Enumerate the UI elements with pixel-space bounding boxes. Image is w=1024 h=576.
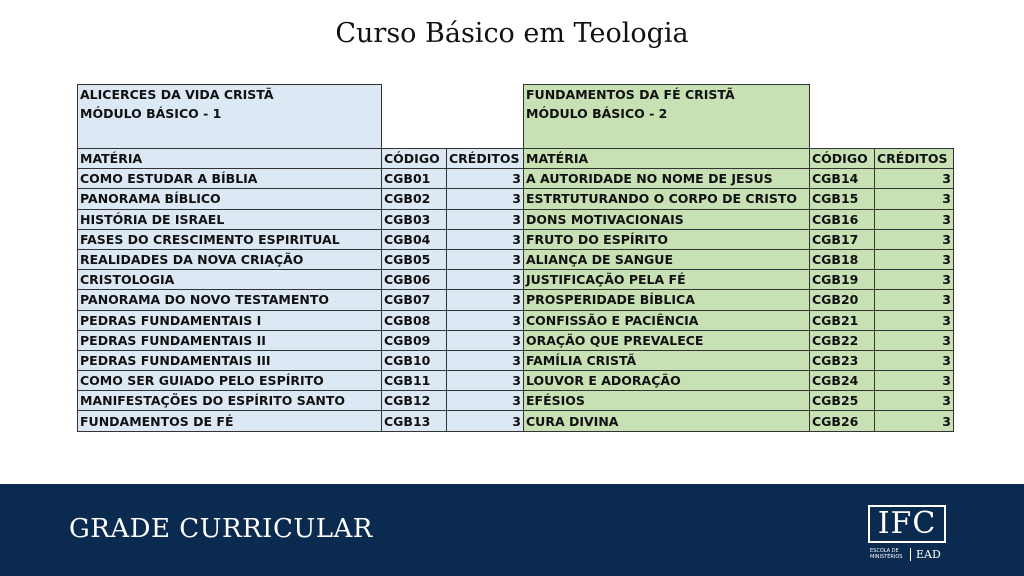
module1-code-cell: CGB13 [382, 411, 447, 431]
module2-code-cell: CGB22 [810, 330, 875, 350]
module1-code-cell: CGB10 [382, 350, 447, 370]
module1-subject-cell: COMO ESTUDAR A BÍBLIA [78, 169, 382, 189]
module1-subject-cell: HISTÓRIA DE ISRAEL [78, 209, 382, 229]
table-row [78, 249, 954, 269]
curriculum-table [77, 84, 954, 432]
column-headers-row [78, 149, 954, 169]
module1-subject-cell: PEDRAS FUNDAMENTAIS II [78, 330, 382, 350]
ifc-logo [868, 505, 950, 565]
module2-code-cell: CGB25 [810, 391, 875, 411]
table-row [78, 310, 954, 330]
module1-credits-cell: 3 [447, 371, 524, 391]
logo-main: IFC [868, 505, 946, 543]
table-row [78, 189, 954, 209]
module2-credits-cell: 3 [875, 330, 954, 350]
footer-banner [0, 484, 1024, 576]
module2-subject-cell: A AUTORIDADE NO NOME DE JESUS [524, 169, 810, 189]
module1-code-cell: CGB09 [382, 330, 447, 350]
module2-code-cell: CGB23 [810, 350, 875, 370]
module2-subject-cell: ESTRTUTURANDO O CORPO DE CRISTO [524, 189, 810, 209]
table-row [78, 229, 954, 249]
module2-credits-cell: 3 [875, 310, 954, 330]
table-row [78, 411, 954, 431]
module2-credits-cell: 3 [875, 270, 954, 290]
module1-subject-cell: PEDRAS FUNDAMENTAIS I [78, 310, 382, 330]
module2-name: FUNDAMENTOS DA FÉ CRISTÃ [526, 87, 735, 102]
module1-subject-header: MATÉRIA [78, 149, 382, 169]
module2-subject-cell: LOUVOR E ADORAÇÃO [524, 371, 810, 391]
module2-code-cell: CGB16 [810, 209, 875, 229]
module1-name: ALICERCES DA VIDA CRISTÃ [80, 87, 274, 102]
module1-subject-cell: CRISTOLOGIA [78, 270, 382, 290]
module1-code-cell: CGB03 [382, 209, 447, 229]
module1-subject-cell: MANIFESTAÇÕES DO ESPÍRITO SANTO [78, 391, 382, 411]
module1-subject-cell: FASES DO CRESCIMENTO ESPIRITUAL [78, 229, 382, 249]
footer-title: GRADE CURRICULAR [69, 514, 373, 544]
logo-small-text: ESCOLA DE MINISTÉRIOS [870, 548, 903, 560]
module2-code-cell: CGB24 [810, 371, 875, 391]
module1-subject-cell: FUNDAMENTOS DE FÉ [78, 411, 382, 431]
module1-code-cell: CGB02 [382, 189, 447, 209]
module1-credits-header: CRÉDITOS [447, 149, 524, 169]
module1-credits-cell: 3 [447, 229, 524, 249]
module2-code-cell: CGB18 [810, 249, 875, 269]
module2-subject-header: MATÉRIA [524, 149, 810, 169]
module1-subject-cell: PANORAMA DO NOVO TESTAMENTO [78, 290, 382, 310]
page-title: Curso Básico em Teologia [335, 18, 689, 49]
module1-credits-cell: 3 [447, 411, 524, 431]
module1-subject-cell: PEDRAS FUNDAMENTAIS III [78, 350, 382, 370]
module2-subject-cell: DONS MOTIVACIONAIS [524, 209, 810, 229]
module2-level: MÓDULO BÁSICO - 2 [526, 106, 668, 121]
module1-code-cell: CGB11 [382, 371, 447, 391]
logo-subtitle [868, 547, 950, 563]
module1-header [78, 85, 382, 149]
module2-subject-cell: CURA DIVINA [524, 411, 810, 431]
module2-credits-cell: 3 [875, 249, 954, 269]
module2-credits-cell: 3 [875, 229, 954, 249]
module1-credits-cell: 3 [447, 350, 524, 370]
table-row [78, 391, 954, 411]
module1-credits-cell: 3 [447, 290, 524, 310]
module2-code-cell: CGB20 [810, 290, 875, 310]
module1-credits-cell: 3 [447, 270, 524, 290]
module1-code-cell: CGB04 [382, 229, 447, 249]
module1-credits-cell: 3 [447, 209, 524, 229]
logo-separator [910, 548, 911, 561]
module1-code-cell: CGB06 [382, 270, 447, 290]
table-row [78, 169, 954, 189]
module1-code-cell: CGB07 [382, 290, 447, 310]
module1-level: MÓDULO BÁSICO - 1 [80, 106, 222, 121]
module2-subject-cell: JUSTIFICAÇÃO PELA FÉ [524, 270, 810, 290]
table-row [78, 209, 954, 229]
module2-code-cell: CGB14 [810, 169, 875, 189]
module2-credits-cell: 3 [875, 290, 954, 310]
module1-credits-cell: 3 [447, 391, 524, 411]
module1-credits-cell: 3 [447, 169, 524, 189]
module1-subject-cell: PANORAMA BÍBLICO [78, 189, 382, 209]
module2-subject-cell: FRUTO DO ESPÍRITO [524, 229, 810, 249]
module1-code-header: CÓDIGO [382, 149, 447, 169]
module2-subject-cell: CONFISSÃO E PACIÊNCIA [524, 310, 810, 330]
table-row [78, 290, 954, 310]
module2-credits-cell: 3 [875, 209, 954, 229]
module1-subject-cell: REALIDADES DA NOVA CRIAÇÃO [78, 249, 382, 269]
module2-credits-header: CRÉDITOS [875, 149, 954, 169]
table-row [78, 350, 954, 370]
module1-code-cell: CGB01 [382, 169, 447, 189]
module2-code-cell: CGB19 [810, 270, 875, 290]
module1-code-cell: CGB05 [382, 249, 447, 269]
module2-code-cell: CGB17 [810, 229, 875, 249]
module2-subject-cell: ALIANÇA DE SANGUE [524, 249, 810, 269]
module2-credits-cell: 3 [875, 189, 954, 209]
module1-credits-cell: 3 [447, 189, 524, 209]
module2-subject-cell: PROSPERIDADE BÍBLICA [524, 290, 810, 310]
module1-subject-cell: COMO SER GUIADO PELO ESPÍRITO [78, 371, 382, 391]
table-row [78, 330, 954, 350]
module2-subject-cell: FAMÍLIA CRISTÃ [524, 350, 810, 370]
module1-credits-cell: 3 [447, 330, 524, 350]
module2-credits-cell: 3 [875, 169, 954, 189]
module2-code-cell: CGB26 [810, 411, 875, 431]
module2-subject-cell: ORAÇÃO QUE PREVALECE [524, 330, 810, 350]
logo-ead: EAD [916, 548, 941, 561]
table-row [78, 371, 954, 391]
module2-code-cell: CGB15 [810, 189, 875, 209]
module2-credits-cell: 3 [875, 411, 954, 431]
module2-subject-cell: EFÉSIOS [524, 391, 810, 411]
module2-code-header: CÓDIGO [810, 149, 875, 169]
module2-credits-cell: 3 [875, 371, 954, 391]
module2-code-cell: CGB21 [810, 310, 875, 330]
module2-credits-cell: 3 [875, 350, 954, 370]
table-row [78, 270, 954, 290]
module1-credits-cell: 3 [447, 310, 524, 330]
module2-header [524, 85, 810, 149]
module1-code-cell: CGB08 [382, 310, 447, 330]
module1-credits-cell: 3 [447, 249, 524, 269]
module1-code-cell: CGB12 [382, 391, 447, 411]
module2-credits-cell: 3 [875, 391, 954, 411]
